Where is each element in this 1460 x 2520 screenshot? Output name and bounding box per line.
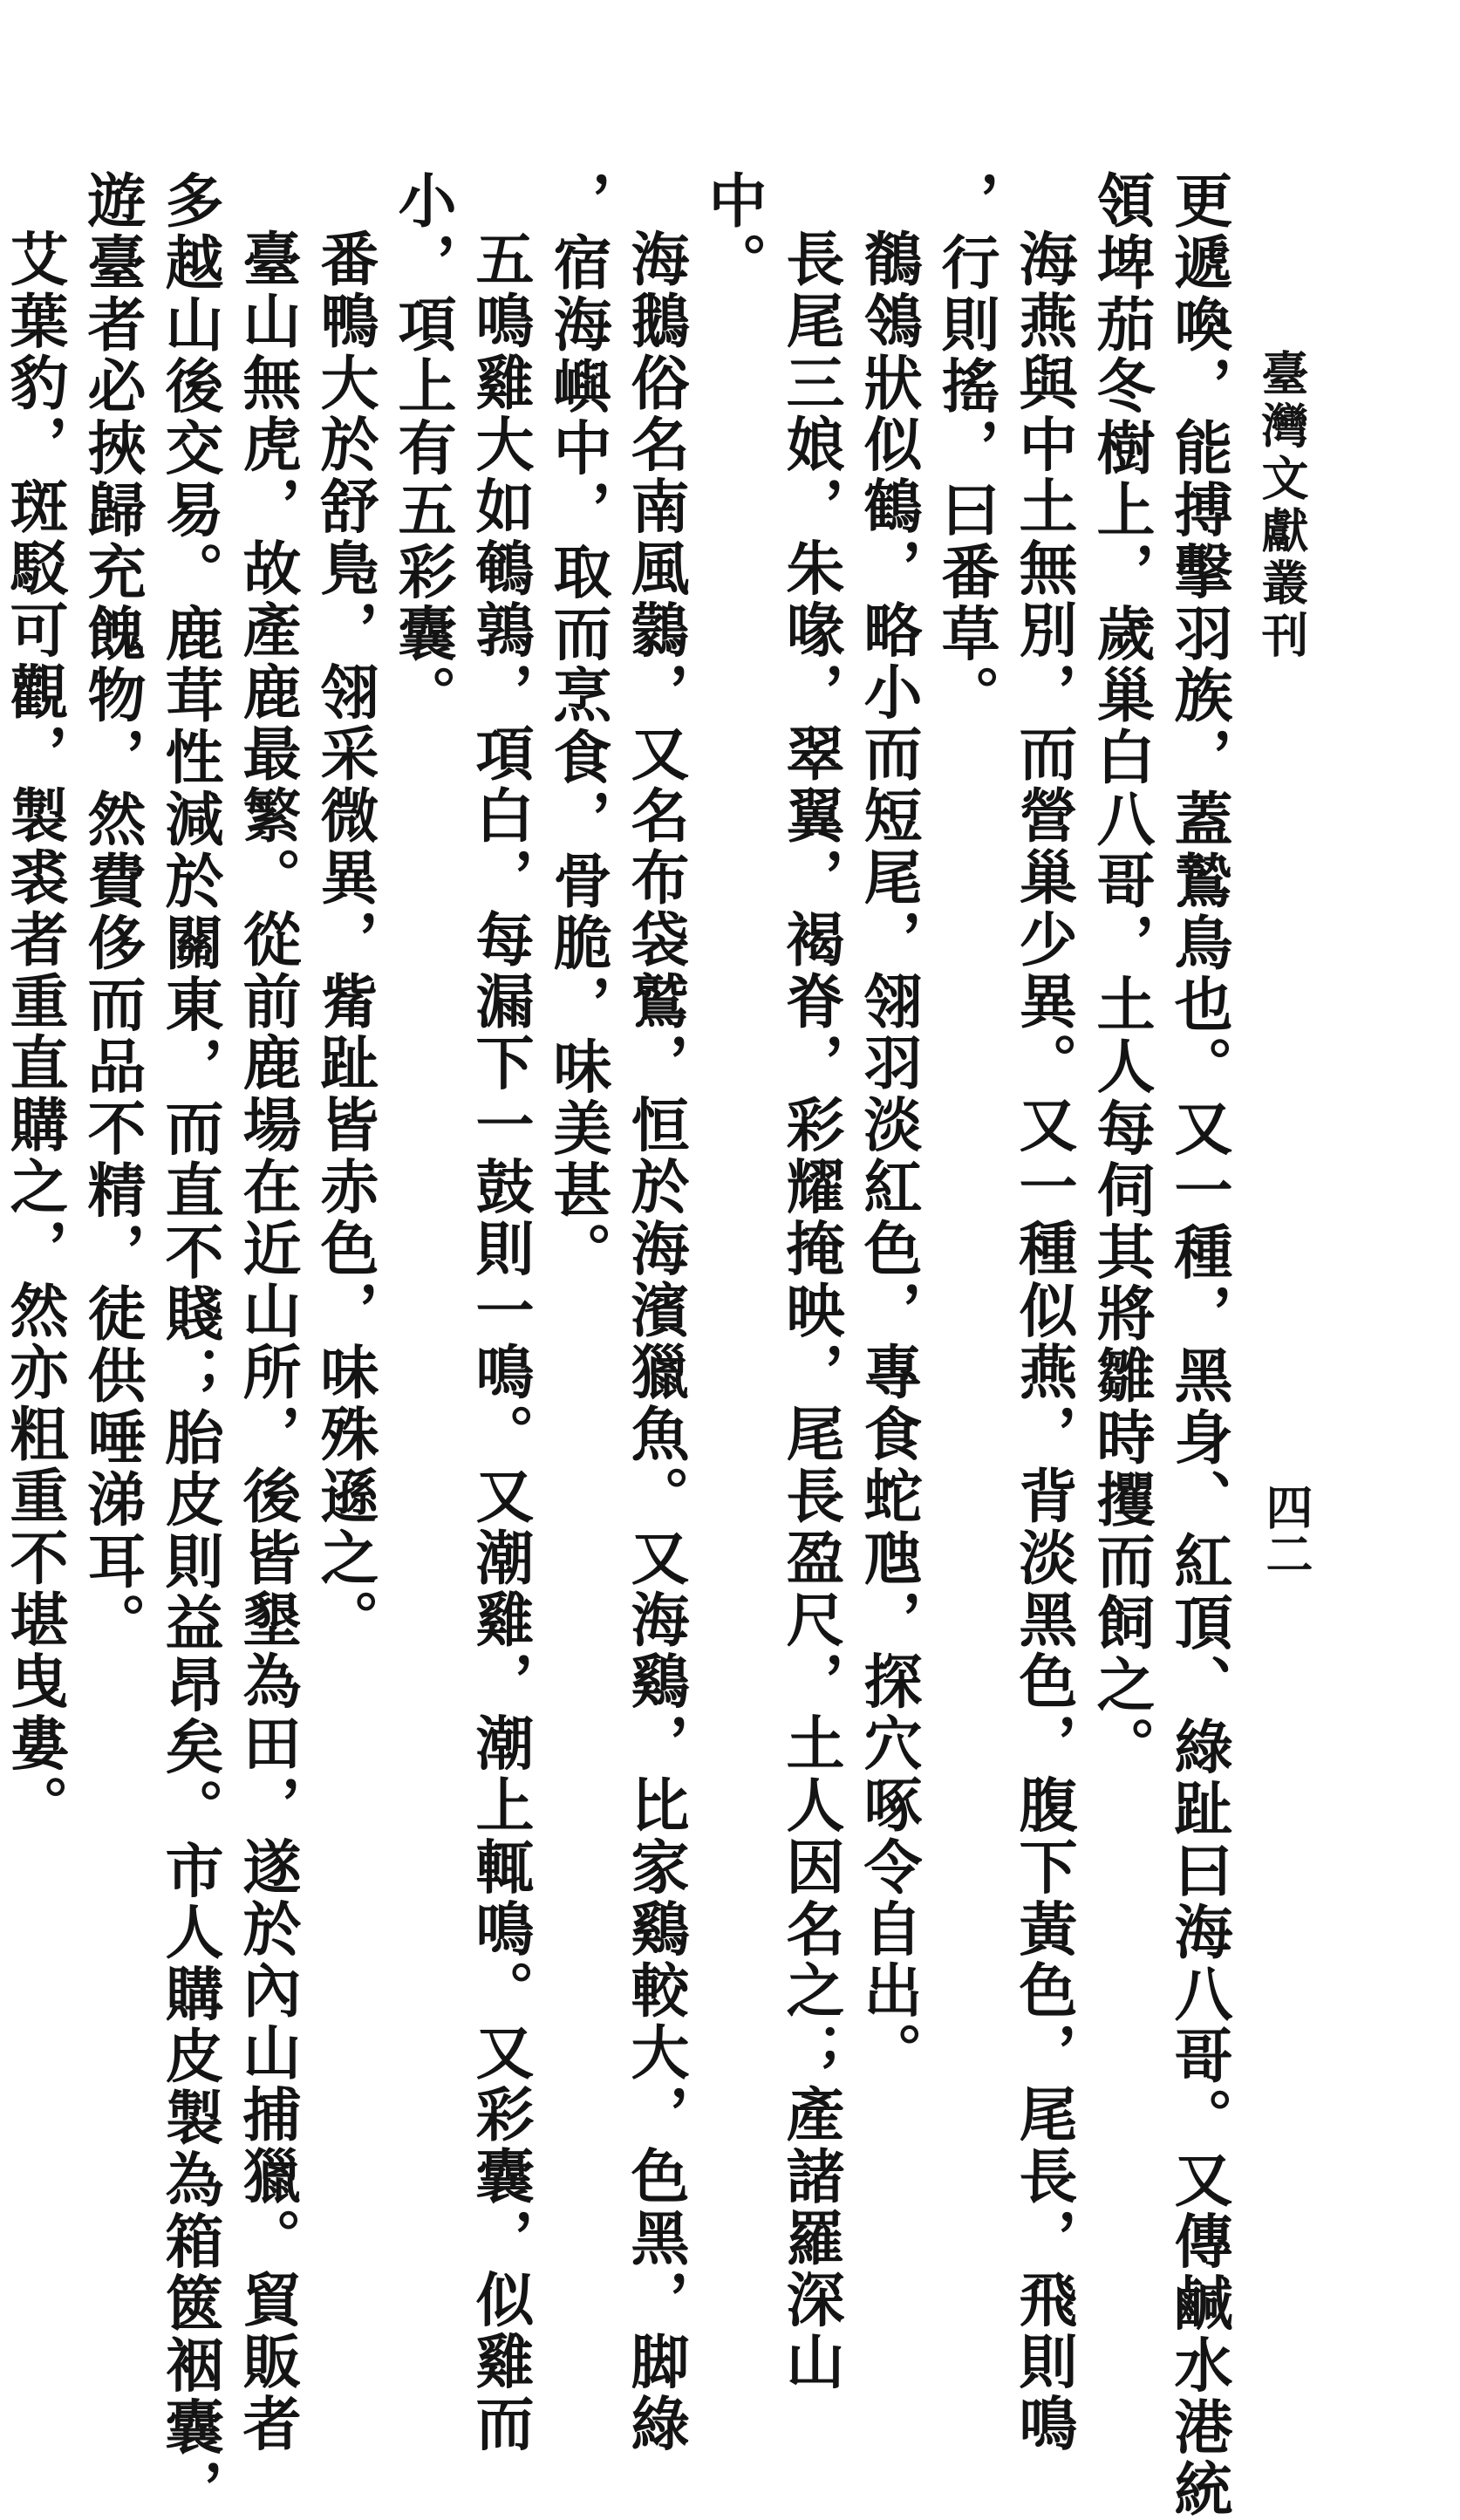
text-column: 五鳴雞大如鵪鶉，項白，每漏下一鼓則一鳴。又潮雞，潮上輒鳴。又彩囊，似雞而 [467, 229, 536, 2455]
text-column: 中。 [699, 170, 768, 294]
text-column: 海燕與中土無別，而營巢少異。又一種似燕，背淡黑色，腹下黃色，尾長，飛則鳴 [1010, 229, 1079, 2455]
text-column: 小，項上有五彩囊。 [389, 170, 458, 727]
text-column: 遊臺者必挾歸充餽物，然費侈而品不精，徒供唾涕耳。 [78, 170, 147, 1655]
text-column: 海鵝俗名南風鸏，又名布袋鷲，恒於海濱獵魚。又海鷄，比家鷄較大，色黑，脚綠 [622, 229, 691, 2455]
text-column: 臺山無虎，故產鹿最繁。從前鹿場在近山所，後皆墾為田，遂於內山捕獵。貿販者 [234, 229, 303, 2455]
page-number: 四二 [1259, 1483, 1314, 1577]
text-column: 領埤茄冬樹上，歲巢白八哥，土人每伺其將雛時攫而飼之。 [1088, 170, 1156, 1779]
body-text [1, 170, 1238, 2520]
running-title: 臺灣文獻叢刊 [1254, 349, 1310, 663]
text-column: ，宿海嶼中，取而烹食，骨脆，味美甚。 [544, 170, 613, 1284]
text-column: ，行則搖，曰番草。 [932, 170, 1001, 727]
text-column: 更遞喚，能搏擊羽族，蓋鷙鳥也。又一種，黑身、紅頂、綠趾曰海八哥。又傳鹹水港統 [1165, 170, 1234, 2520]
text-column: 長尾三娘，朱喙，翠翼，褐脊，彩耀掩映，尾長盈尺，土人因名之；產諸羅深山 [777, 229, 846, 2394]
text-column: 多越山後交易。鹿茸性減於關東，而直不賤；胎皮則益昂矣。市人購皮製為箱篋裀囊， [156, 170, 225, 2520]
text-column: 鶺鴒狀似鶴，略小而短尾，翎羽淡紅色，專食蛇虺，探穴啄令自出。 [855, 229, 924, 2084]
text-column: 番鴨大於舒鳬，翎采微異，觜趾皆赤色，味殊遜之。 [311, 229, 380, 1651]
text-column: 艾葉豹，斑駁可觀，製裘者重直購之，然亦粗重不堪曳婁。 [1, 229, 70, 1837]
